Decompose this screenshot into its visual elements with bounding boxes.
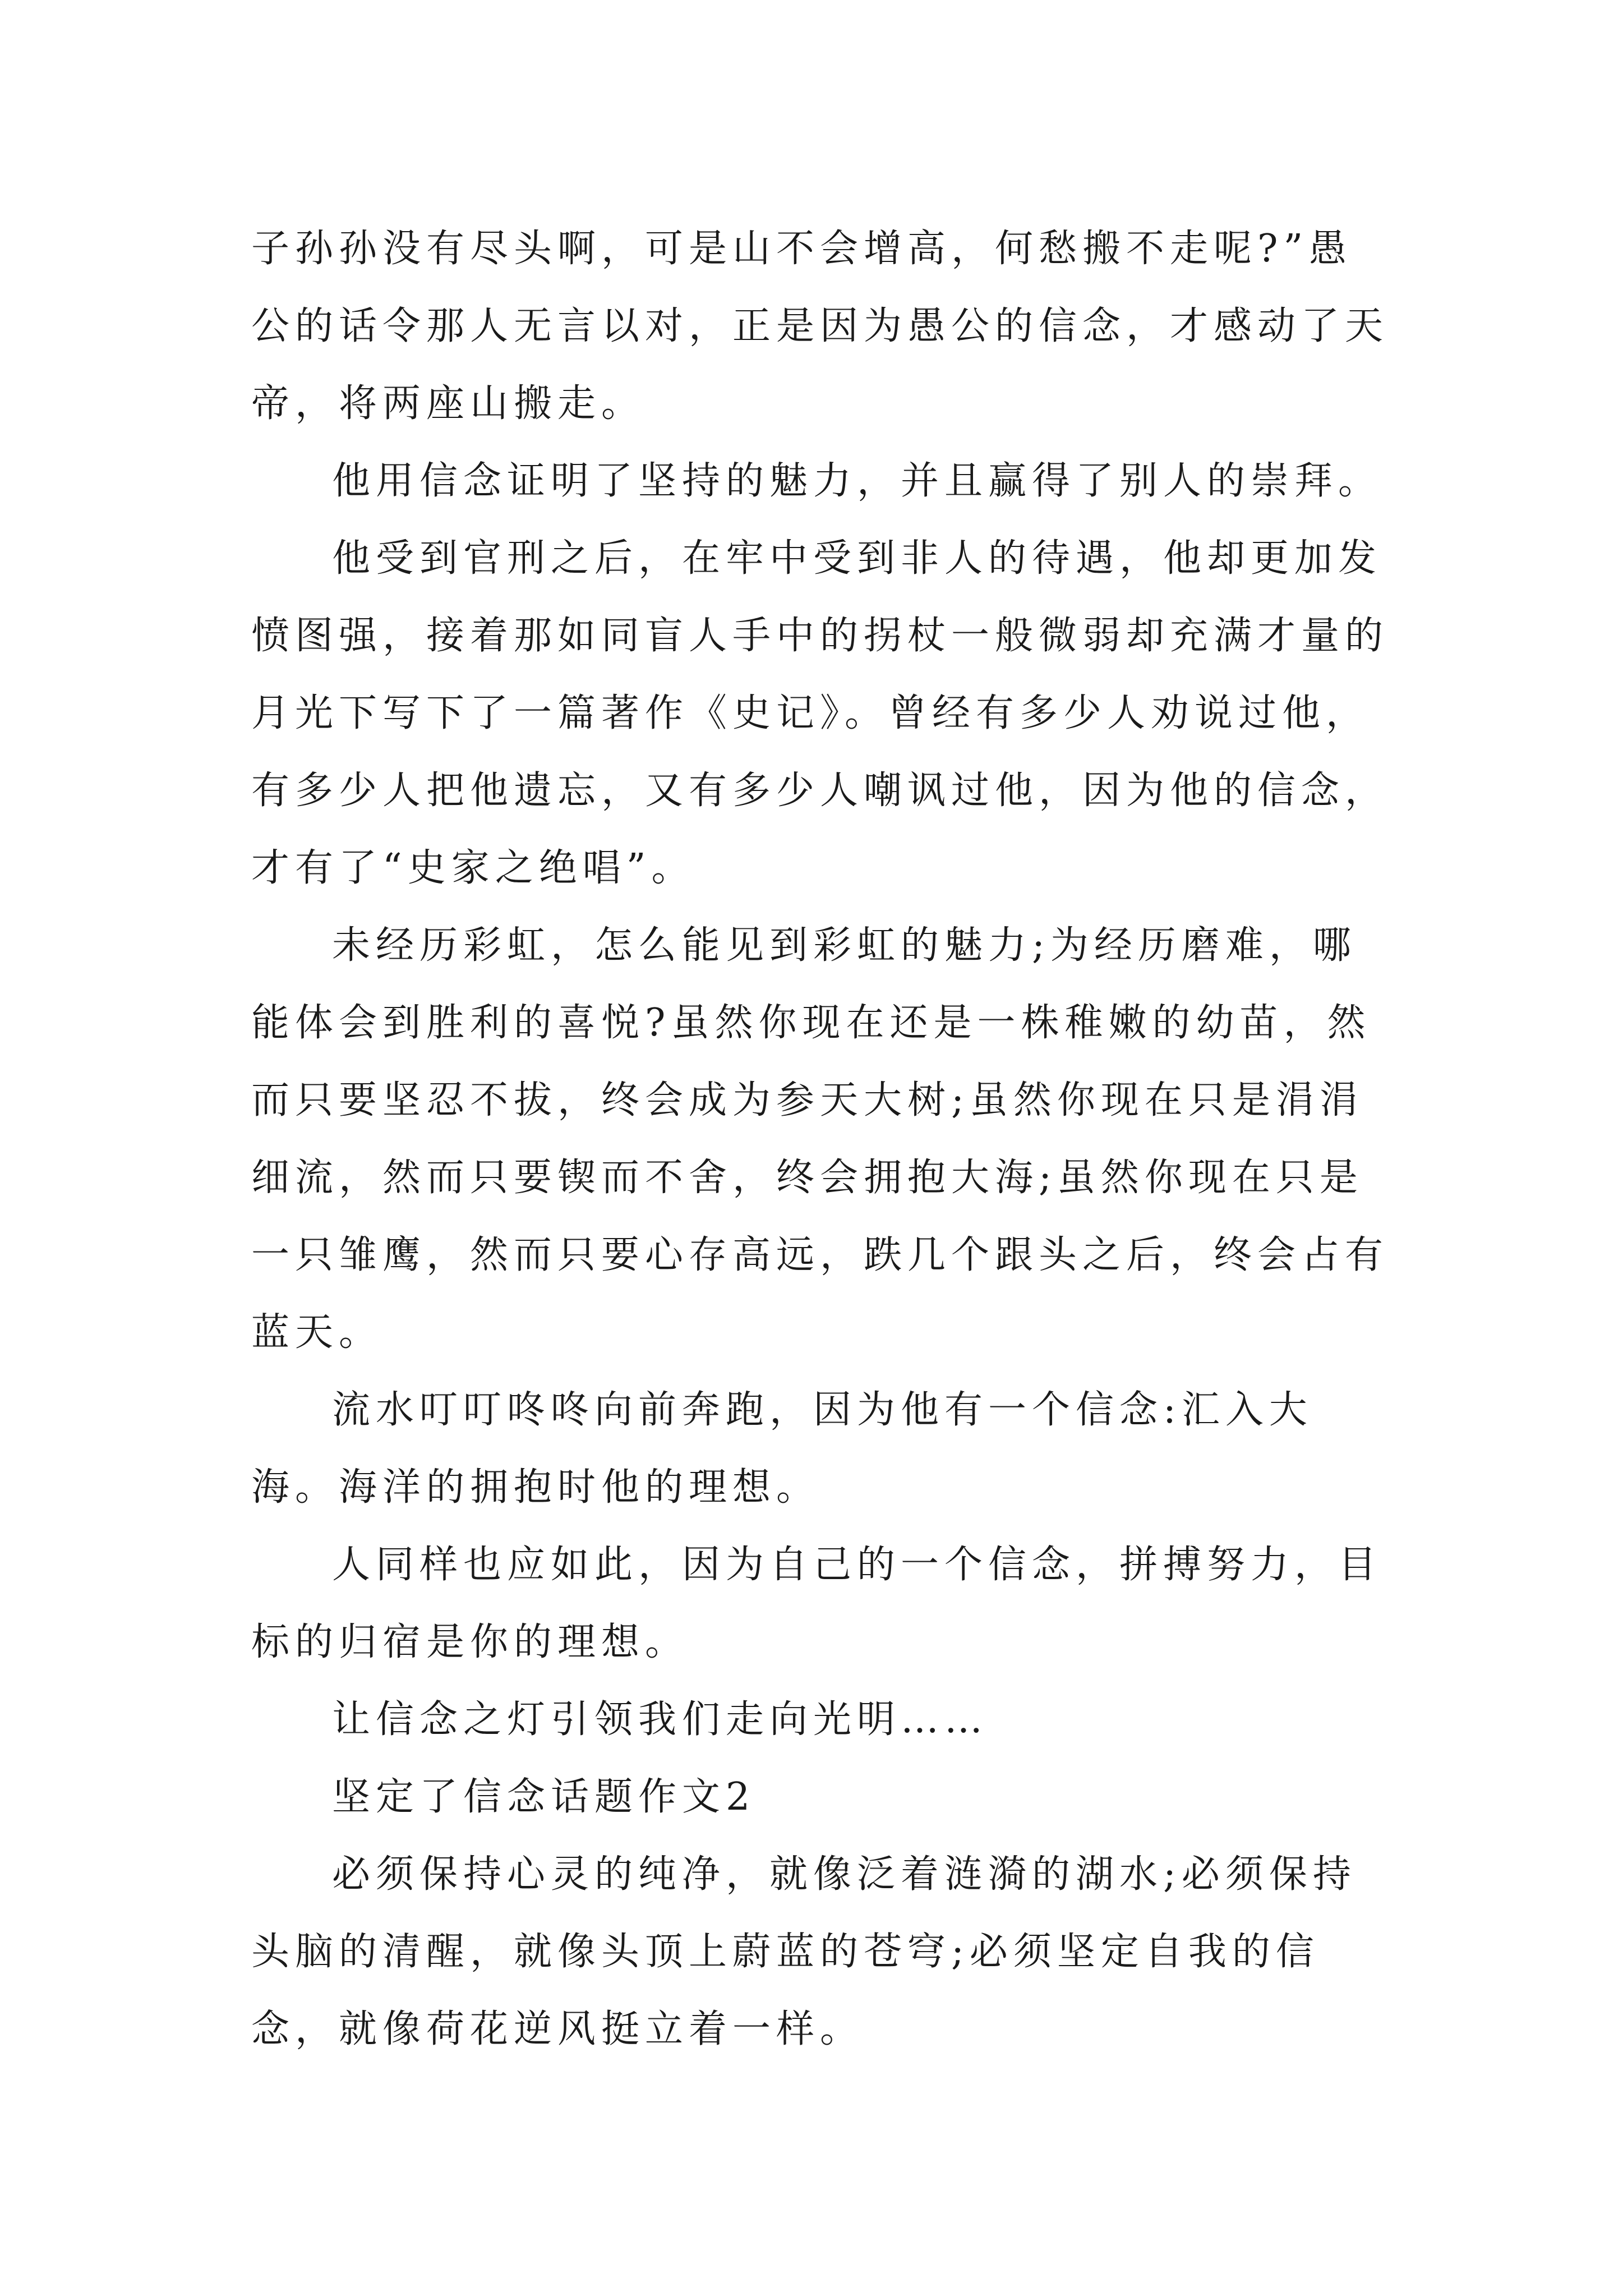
paragraph: 他用信念证明了坚持的魅力，并且赢得了别人的崇拜。 xyxy=(332,459,1382,503)
paragraph: 未经历彩虹，怎么能见到彩虹的魅力;为经历磨难，哪能体会到胜利的喜悦?虽然你现在还是一株稚嫩的幼苗，然而只要坚忍不拔，终会成为参天大树;虽然你现在只是涓涓细流，然而只要锲而不舍，终会拥抱大海;虽然你现在只是一只雏鹰，然而只要心存高远，跌几个跟头之后，终会占有蓝天。 xyxy=(251,923,1389,1355)
paragraph: 流水叮叮咚咚向前奔跑，因为他有一个信念:汇入大海。海洋的拥抱时他的理想。 xyxy=(251,1388,1313,1510)
paragraph-continuation: 子孙孙没有尽头啊，可是山不会增高，何愁搬不走呢?”愚公的话令那人无言以对，正是因为愚公的信念，才感动了天帝，将两座山搬走。 xyxy=(251,227,1389,426)
paragraph: 必须保持心灵的纯净，就像泛着涟漪的湖水;必须保持头脑的清醒，就像头顶上蔚蓝的苍穹;必须坚定自我的信念，就像荷花逆风挺立着一样。 xyxy=(251,1852,1357,2051)
paragraph: 他受到官刑之后，在牢中受到非人的待遇，他却更加发愤图强，接着那如同盲人手中的拐杖一般微弱却充满才量的月光下写下了一篇著作《史记》。曾经有多少人劝说过他，有多少人把他遗忘，又有多少人嘲讽过他，因为他的信念，才有了“史家之绝唱”。 xyxy=(251,536,1389,890)
section-heading: 坚定了信念话题作文2 xyxy=(332,1775,756,1819)
paragraph: 让信念之灯引领我们走向光明…… xyxy=(332,1697,989,1742)
document-body xyxy=(251,210,1395,2068)
paragraph: 人同样也应如此，因为自己的一个信念，拼搏努力，目标的归宿是你的理想。 xyxy=(251,1543,1382,1664)
